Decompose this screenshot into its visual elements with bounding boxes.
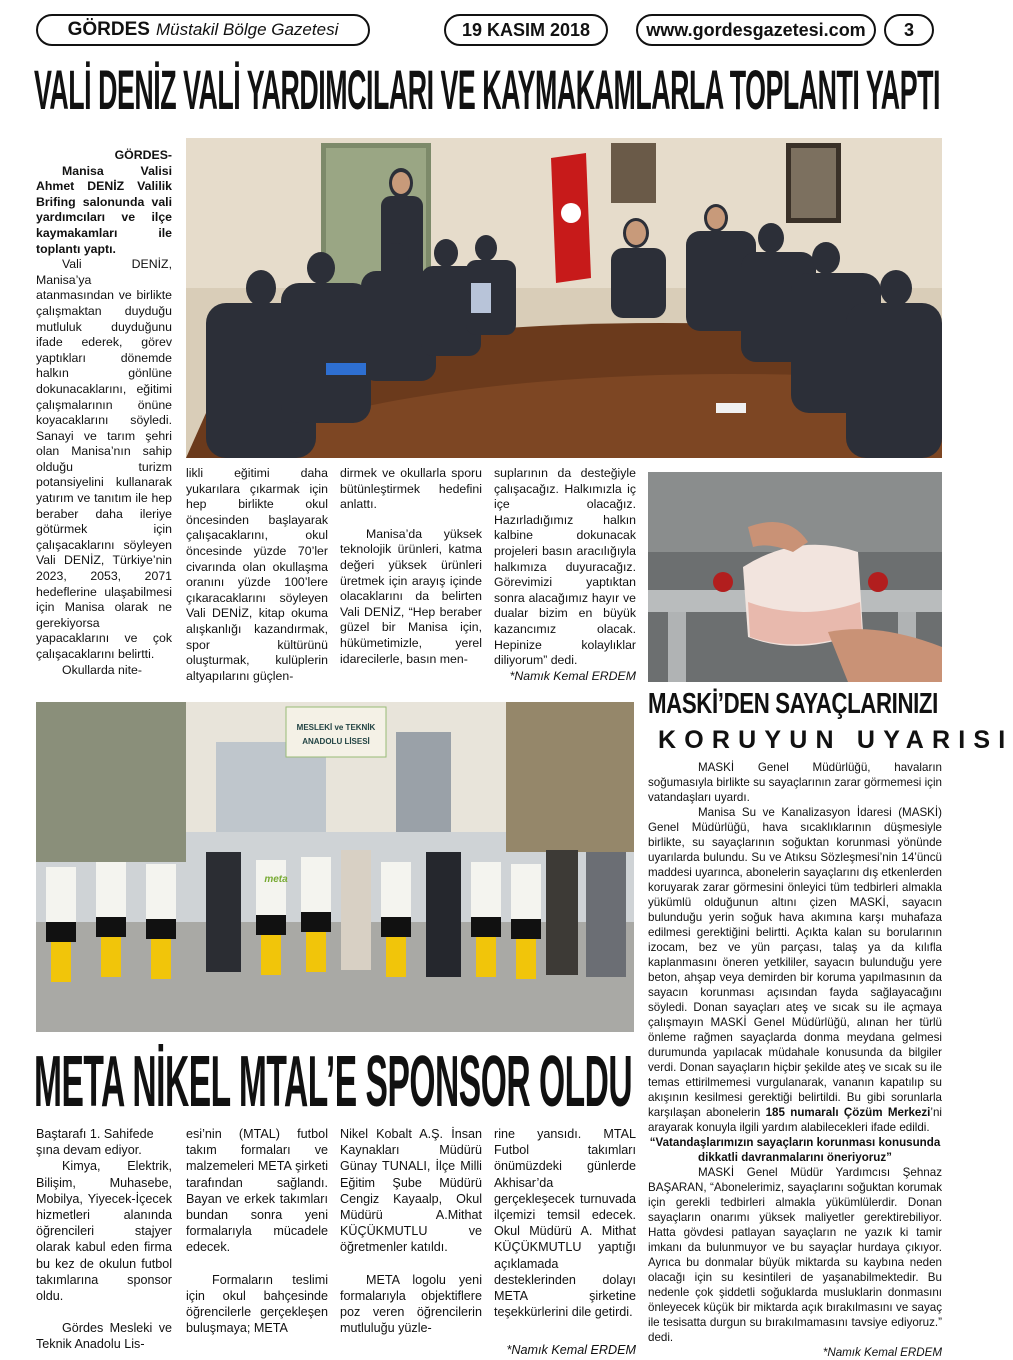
article1-column-1 (36, 148, 172, 678)
article1-column-2 (186, 466, 328, 684)
page-number-box (884, 14, 934, 46)
school-sign-line1: MESLEKİ ve TEKNİK (296, 723, 376, 732)
article1-col1-para2: Okullarda nite- (62, 662, 142, 677)
article2-col2-para2: Formaların teslimi için okul bahçesinde öğrencilerle gerçekleşen buluşmaya; META (186, 1272, 328, 1336)
article3-para2-end: ’ni arayarak konuyla ilgili yardım alabilecekleri ifade edildi. (648, 1106, 942, 1134)
headline-vali-deniz: VALİ DENİZ VALİ YARDIMCILARI VE KAYMAKAMLARLA TOPLANTI YAPTI (34, 58, 940, 121)
solution-center-number: 185 numaralı Çözüm Merkezi (765, 1106, 931, 1119)
article2-col1-para: Kimya, Elektrik, Bilişim, Muhasebe, Mobilya, Yiyecek-İçecek hizmetleri alanında öğrencileri stajyer olarak kabul eden firma bu kez de okulun futbol takımlarına sponsor oldu. (36, 1159, 172, 1304)
article2-col4-para1: rine yansıdı. MTAL Futbol takımları önümüzdeki günlerde Akhisar’da gerçekleşecek turnuvada ilçemizi temsil edecek. Okul Müdürü A. Mithat KÜÇÜKMUTLU yaptığı açıklamada desteklerinden dolayı META şirketine teşekkürlerini dile getirdi. (494, 1127, 636, 1320)
website-box (636, 14, 876, 46)
article2-column-1 (36, 1126, 172, 1353)
article2-column-2 (186, 1126, 328, 1336)
article2-column-3 (340, 1126, 482, 1336)
team-photo (36, 702, 634, 1032)
issue-date: 19 KASIM 2018 (461, 19, 591, 40)
continued-text: şına devam ediyor. (36, 1143, 142, 1158)
article1-col4-text: suplarının da desteğiyle çalışacağız. Halkımızla iç içe olacağız. Hazırladığımız halkın kalbine dokunacak projeleri basın aracılığıyla halkımıza duyuracağız. Görevimizi yaptıktan sonra alacağımız hayır ve dualar bizim en büyük kazancımız olacak. Hepinize kolaylıklar diliyorum” dedi. (494, 466, 636, 668)
headline-meta-sponsor: META NİKEL MTAL’E SPONSOR OLDU (34, 1042, 633, 1122)
article3-body (648, 760, 942, 1360)
article3-subhead: “Vatandaşlarımızın sayaçların korunması konusunda dikkatli davranmalarını öneriyoruz” (649, 1136, 941, 1164)
water-meter-photo (648, 472, 942, 682)
website-link[interactable]: www.gordesgazetesi.com (646, 19, 866, 40)
article1-signature: *Namık Kemal ERDEM (509, 668, 636, 683)
headline-maski-line1: MASKİ’DEN SAYAÇLARINIZI (648, 688, 938, 720)
headline-maski-line2: KORUYUN UYARISI (658, 726, 1013, 754)
article2-col3-para1: Nikel Kobalt A.Ş. İnsan Kaynakları Müdürü Günay TUNALI, İlçe Milli Eğitim Şube Müdürü Cengiz Kayaalp, Okul Müdürü A.Mithat KÜÇÜKMUTLU ve öğretmenler katıldı. (340, 1127, 482, 1255)
article2-col1-para2: Gördes Mesleki ve Teknik Anadolu Lis- (36, 1321, 172, 1352)
article1-col2-text: likli eğitimi daha yukarılara çıkarmak için hep birlikte okul öncesinden başlayarak çalışacaklarını, okul öncesinde yüzde 70’ler civarında olan okullaşma oranını yüzde 100’lere çıkaracaklarını söyleyen Vali DENİZ, kitap okuma alışkanlığı kazandırmak, spor kültürünü oluşturmak, kulüplerin altyapılarını güçlen- (186, 466, 328, 683)
meeting-photo (186, 138, 942, 458)
article1-col1-para1: Vali DENİZ, Manisa’ya atanmasından ve birlikte çalışmaktan duyduğu mutluluk duyduğunu ifade ederek, görev yaptıkları dönemde halkın gönlüne dokunacaklarını, eğitimi çalışmalarının önüne koyacaklarını söyledi. Sanayi ve tarım şehri olan Manisa’nın sahip olduğu turizm potansiyelini kullanarak yatırım ve tanıtım ile hep beraber daha ileriye götürmek için çalışacaklarını söyleyen Vali DENİZ, Türkiye’nin 2023, 2053, 2071 hedeflerine ulaşabilmesi için Manisa olarak ne gerekiyorsa yapacaklarını ve çok çalışacaklarını belirtti. (36, 257, 172, 661)
article2-column-4 (494, 1126, 636, 1359)
article2-col3-para2: META logolu yeni formalarıyla objektiflere poz veren öğrencilerin mutluluğu yüzle- (340, 1272, 482, 1336)
article3-para2 (648, 805, 942, 1135)
article1-column-4 (494, 466, 636, 684)
article2-signature: *Namık Kemal ERDEM (506, 1343, 636, 1358)
article3-para1: MASKİ Genel Müdürlüğü, havaların soğumasıyla birlikte su sayaçlarının zarar görmemesi için vatandaşları uyardı. (648, 761, 942, 804)
shirt-brand-label: meta (264, 874, 288, 885)
article1-col3-para2: Manisa’da yüksek teknolojik ürünleri, katma değeri yüksek ürünleri üretmek için arayış içinde olacaklarını da belirten Vali DENİZ, “Hep beraber güzel bir Manisa için, hükümetimizle, yerel idarecilerle, basın men- (340, 526, 482, 666)
article1-col3-para1: dirmek ve okullarla sporu bütünleştirmek hedefini anlattı. (340, 466, 482, 512)
article2-col2-para1: esi’nin (MTAL) futbol takım formaları ve malzemeleri META şirketi tarafından sağlandı. Bayan ve erkek takımları bundan sonra yeni formalarıyla mücadele edecek. (186, 1127, 328, 1255)
article1-column-3 (340, 466, 482, 667)
school-sign-line2: ANADOLU LİSESİ (302, 737, 370, 746)
article3-signature: *Namık Kemal ERDEM (822, 1346, 942, 1359)
paper-subtitle: Müstakil Bölge Gazetesi (155, 20, 339, 39)
continued-from: Baştarafı 1. Sahifede (36, 1127, 154, 1141)
article3-closing: MASKİ Genel Müdür Yardımcısı Şehnaz BAŞARAN, “Abonelerimiz, sayaçlarını soğuktan korumak için gerekli tedbirleri almakla yükümlülerdir. Donan sayaçların onarımı yüksek maliyetler gerektirebiliyor. Hatta gövdesi patlayan sayaçların ne yazık ki tamir imkanı da bulunmuyor ve bu sayaçlar hurdaya çıkıyor. Ayrıca bu donmalar büyük miktarda su kaybına neden olacağı için su kesintileri de yaşanabilmektedir. Bu nedenle çok şiddetli soğuklarda musluklarin donmasını önleyecek küçük bir miktarda açık bırakılmasını ve sayaç ile tesisatta durgun su bırakılmamasını tavsiye ediyoruz.” dedi. (648, 1166, 942, 1344)
page-number: 3 (903, 19, 914, 40)
article3-para2-text: Manisa Su ve Kanalizasyon İdaresi (MASKİ) Genel Müdürlüğü, hava sıcaklıklarının düşmesiyle birlikte, su sayaçlarının soğuktan korunmasi yönünde uyarılarda bulundu. Su ve Atıksu Sözleşmesi’nin 14’üncü maddesi uyarınca, abonelerin sayaçlarını dış etkenlerden koruyarak zarar görmesini önleyici tüm tedbirleri almakla yükümlü olduğunun altını çizen MASKİ, sayacın bulunduğu yerin soğuk hava akımına karşı muhafaza edilmesi gerektiğini belirtti. Açıkta kalan su borularının izocam, bez ve yün parçası, talaş ya da kılıfla kaplanmasını öneren yetkililer, sayacın bulunduğu yere beton, ahşap veya demirden bir koruma yapılmasının da sayacın korunması açısından fayda sağlayacağını söyledi. Donan sayaçları ateş ve sıcak su ile açmaya çalışmayın MASKİ Genel Müdürlüğü, alınan her türlü önleme rağmen sayaçlarda donma meydana gelmesi durumunda yapılacak müdahale konusunda da bilgiler verdi. Donan sayaçların hiçbir şekilde ateş ve sıcak su ile temas ettirilmemesi vurgulanarak, vananın kapatılıp su akışının kesilmesi gerektiği belirtildi. Bu gibi sorunlarla karşılaşan abonelerin (648, 806, 942, 1119)
article1-lead: Manisa Valisi Ahmet DENİZ Valilik Brifing salonunda vali yardımcıları ve ilçe kaymakamları ile toplantı yaptı. (36, 163, 172, 256)
paper-name: GÖRDES (67, 19, 150, 40)
date-box (444, 14, 608, 46)
dateline: GÖRDES- (114, 148, 172, 162)
paper-name-box (36, 14, 370, 46)
